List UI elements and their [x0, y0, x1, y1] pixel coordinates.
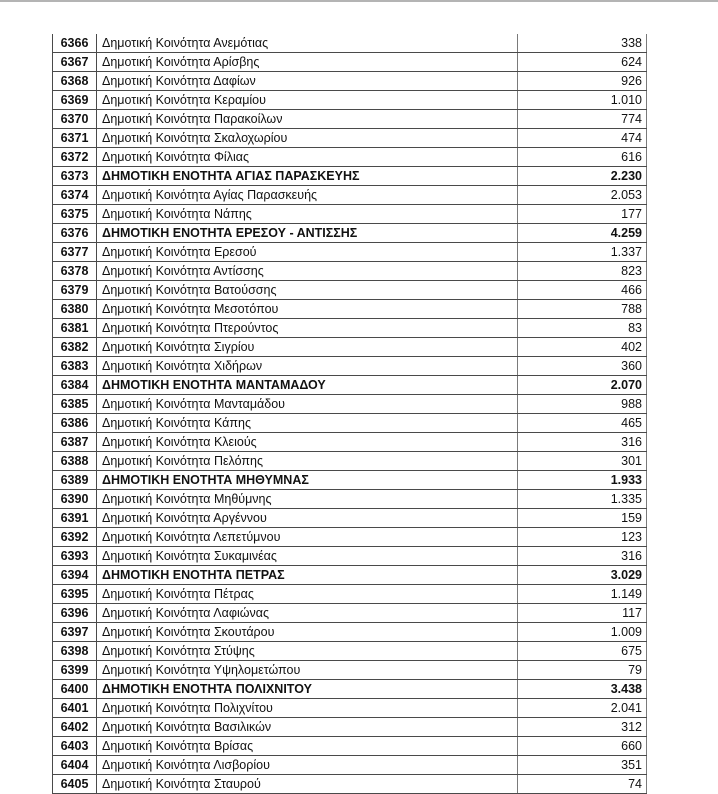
table-row-community [53, 433, 647, 452]
row-population: 316 [518, 547, 647, 566]
row-population: 1.009 [518, 623, 647, 642]
row-population: 4.259 [518, 224, 647, 243]
row-population: 474 [518, 129, 647, 148]
row-population: 823 [518, 262, 647, 281]
row-population: 774 [518, 110, 647, 129]
row-population: 177 [518, 205, 647, 224]
row-name: Δημοτική Κοινότητα Αντίσσης [97, 262, 518, 281]
row-population: 316 [518, 433, 647, 452]
row-name: Δημοτική Κοινότητα Βατούσσης [97, 281, 518, 300]
row-code: 6372 [53, 148, 97, 167]
row-name: Δημοτική Κοινότητα Μηθύμνης [97, 490, 518, 509]
table-row-community [53, 205, 647, 224]
row-population: 74 [518, 775, 647, 794]
table-row-community [53, 452, 647, 471]
row-code: 6391 [53, 509, 97, 528]
row-code: 6404 [53, 756, 97, 775]
row-code: 6388 [53, 452, 97, 471]
row-name: Δημοτική Κοινότητα Κεραμίου [97, 91, 518, 110]
row-code: 6395 [53, 585, 97, 604]
row-population: 1.335 [518, 490, 647, 509]
row-population: 1.933 [518, 471, 647, 490]
table-row-community [53, 281, 647, 300]
row-code: 6371 [53, 129, 97, 148]
row-population: 2.041 [518, 699, 647, 718]
row-population: 3.029 [518, 566, 647, 585]
row-population: 675 [518, 642, 647, 661]
row-name: Δημοτική Κοινότητα Πτερούντος [97, 319, 518, 338]
table-row-municipal-unit [53, 376, 647, 395]
row-name: Δημοτική Κοινότητα Σκουτάρου [97, 623, 518, 642]
row-population: 2.053 [518, 186, 647, 205]
row-name: Δημοτική Κοινότητα Χιδήρων [97, 357, 518, 376]
table-row-community [53, 338, 647, 357]
table-row-community [53, 585, 647, 604]
table-row-community [53, 642, 647, 661]
row-population: 117 [518, 604, 647, 623]
table-row-community [53, 34, 647, 53]
table-row-community [53, 604, 647, 623]
table-row-community [53, 91, 647, 110]
row-name: Δημοτική Κοινότητα Μεσοτόπου [97, 300, 518, 319]
table-row-municipal-unit [53, 680, 647, 699]
row-code: 6389 [53, 471, 97, 490]
row-name: Δημοτική Κοινότητα Πολιχνίτου [97, 699, 518, 718]
row-code: 6368 [53, 72, 97, 91]
row-code: 6382 [53, 338, 97, 357]
row-name: Δημοτική Κοινότητα Φίλιας [97, 148, 518, 167]
row-code: 6381 [53, 319, 97, 338]
row-name: Δημοτική Κοινότητα Αρίσβης [97, 53, 518, 72]
row-code: 6374 [53, 186, 97, 205]
row-name: Δημοτική Κοινότητα Λαφιώνας [97, 604, 518, 623]
table-row-community [53, 129, 647, 148]
row-population: 2.070 [518, 376, 647, 395]
row-population: 402 [518, 338, 647, 357]
row-code: 6393 [53, 547, 97, 566]
table-row-community [53, 395, 647, 414]
table-row-community [53, 300, 647, 319]
table-row-community [53, 414, 647, 433]
row-name: Δημοτική Κοινότητα Κάπης [97, 414, 518, 433]
row-population: 624 [518, 53, 647, 72]
row-code: 6383 [53, 357, 97, 376]
table-row-community [53, 775, 647, 794]
table-row-community [53, 547, 647, 566]
row-name: Δημοτική Κοινότητα Υψηλομετώπου [97, 661, 518, 680]
row-name: ΔΗΜΟΤΙΚΗ ΕΝΟΤΗΤΑ ΜΗΘΥΜΝΑΣ [97, 471, 518, 490]
row-name: Δημοτική Κοινότητα Δαφίων [97, 72, 518, 91]
row-code: 6401 [53, 699, 97, 718]
table-row-community [53, 148, 647, 167]
table-row-community [53, 699, 647, 718]
row-name: Δημοτική Κοινότητα Στύψης [97, 642, 518, 661]
row-population: 466 [518, 281, 647, 300]
table-row-community [53, 718, 647, 737]
row-population: 988 [518, 395, 647, 414]
row-code: 6399 [53, 661, 97, 680]
row-name: Δημοτική Κοινότητα Αργέννου [97, 509, 518, 528]
row-code: 6396 [53, 604, 97, 623]
row-code: 6392 [53, 528, 97, 547]
row-population: 616 [518, 148, 647, 167]
row-name: Δημοτική Κοινότητα Λισβορίου [97, 756, 518, 775]
row-code: 6400 [53, 680, 97, 699]
row-population: 3.438 [518, 680, 647, 699]
row-code: 6373 [53, 167, 97, 186]
row-population: 301 [518, 452, 647, 471]
page-top-divider [0, 0, 718, 2]
row-population: 159 [518, 509, 647, 528]
row-code: 6376 [53, 224, 97, 243]
row-population: 123 [518, 528, 647, 547]
table-body [53, 34, 647, 794]
row-code: 6394 [53, 566, 97, 585]
table-row-community [53, 186, 647, 205]
table-row-community [53, 490, 647, 509]
row-code: 6377 [53, 243, 97, 262]
row-code: 6366 [53, 34, 97, 53]
row-population: 2.230 [518, 167, 647, 186]
table-row-community [53, 72, 647, 91]
table-row-municipal-unit [53, 566, 647, 585]
row-code: 6397 [53, 623, 97, 642]
table-row-community [53, 737, 647, 756]
row-population: 926 [518, 72, 647, 91]
row-code: 6378 [53, 262, 97, 281]
row-name: Δημοτική Κοινότητα Πελόπης [97, 452, 518, 471]
row-name: Δημοτική Κοινότητα Ερεσού [97, 243, 518, 262]
table-row-community [53, 319, 647, 338]
row-population: 312 [518, 718, 647, 737]
row-name: Δημοτική Κοινότητα Πέτρας [97, 585, 518, 604]
table-row-community [53, 243, 647, 262]
row-name: Δημοτική Κοινότητα Νάπης [97, 205, 518, 224]
table-row-community [53, 528, 647, 547]
table-row-community [53, 262, 647, 281]
row-code: 6380 [53, 300, 97, 319]
row-code: 6398 [53, 642, 97, 661]
row-name: ΔΗΜΟΤΙΚΗ ΕΝΟΤΗΤΑ ΠΕΤΡΑΣ [97, 566, 518, 585]
row-code: 6403 [53, 737, 97, 756]
row-name: Δημοτική Κοινότητα Αγίας Παρασκευής [97, 186, 518, 205]
row-code: 6375 [53, 205, 97, 224]
row-population: 788 [518, 300, 647, 319]
row-code: 6367 [53, 53, 97, 72]
row-code: 6379 [53, 281, 97, 300]
table-row-municipal-unit [53, 224, 647, 243]
row-population: 79 [518, 661, 647, 680]
table-row-municipal-unit [53, 471, 647, 490]
row-code: 6390 [53, 490, 97, 509]
row-population: 338 [518, 34, 647, 53]
row-name: Δημοτική Κοινότητα Βασιλικών [97, 718, 518, 737]
row-population: 1.337 [518, 243, 647, 262]
row-population: 1.149 [518, 585, 647, 604]
population-table [52, 34, 647, 794]
table-row-community [53, 110, 647, 129]
row-population: 465 [518, 414, 647, 433]
row-code: 6402 [53, 718, 97, 737]
row-population: 83 [518, 319, 647, 338]
row-code: 6369 [53, 91, 97, 110]
row-code: 6370 [53, 110, 97, 129]
row-name: Δημοτική Κοινότητα Βρίσας [97, 737, 518, 756]
row-code: 6386 [53, 414, 97, 433]
table-row-community [53, 357, 647, 376]
row-name: Δημοτική Κοινότητα Ανεμότιας [97, 34, 518, 53]
row-name: Δημοτική Κοινότητα Κλειούς [97, 433, 518, 452]
row-code: 6387 [53, 433, 97, 452]
row-name: Δημοτική Κοινότητα Σκαλοχωρίου [97, 129, 518, 148]
table-row-community [53, 623, 647, 642]
row-population: 660 [518, 737, 647, 756]
row-name: Δημοτική Κοινότητα Μανταμάδου [97, 395, 518, 414]
row-name: Δημοτική Κοινότητα Σιγρίου [97, 338, 518, 357]
table-row-municipal-unit [53, 167, 647, 186]
table-row-community [53, 509, 647, 528]
row-name: Δημοτική Κοινότητα Παρακοίλων [97, 110, 518, 129]
row-population: 1.010 [518, 91, 647, 110]
row-code: 6405 [53, 775, 97, 794]
table-row-community [53, 661, 647, 680]
row-name: Δημοτική Κοινότητα Συκαμινέας [97, 547, 518, 566]
row-population: 351 [518, 756, 647, 775]
row-population: 360 [518, 357, 647, 376]
table-row-community [53, 53, 647, 72]
row-name: ΔΗΜΟΤΙΚΗ ΕΝΟΤΗΤΑ ΑΓΙΑΣ ΠΑΡΑΣΚΕΥΗΣ [97, 167, 518, 186]
row-name: Δημοτική Κοινότητα Λεπετύμνου [97, 528, 518, 547]
table-row-community [53, 756, 647, 775]
row-code: 6385 [53, 395, 97, 414]
row-name: Δημοτική Κοινότητα Σταυρού [97, 775, 518, 794]
row-name: ΔΗΜΟΤΙΚΗ ΕΝΟΤΗΤΑ ΕΡΕΣΟΥ - ΑΝΤΙΣΣΗΣ [97, 224, 518, 243]
row-name: ΔΗΜΟΤΙΚΗ ΕΝΟΤΗΤΑ ΜΑΝΤΑΜΑΔΟΥ [97, 376, 518, 395]
row-code: 6384 [53, 376, 97, 395]
row-name: ΔΗΜΟΤΙΚΗ ΕΝΟΤΗΤΑ ΠΟΛΙΧΝΙΤΟΥ [97, 680, 518, 699]
